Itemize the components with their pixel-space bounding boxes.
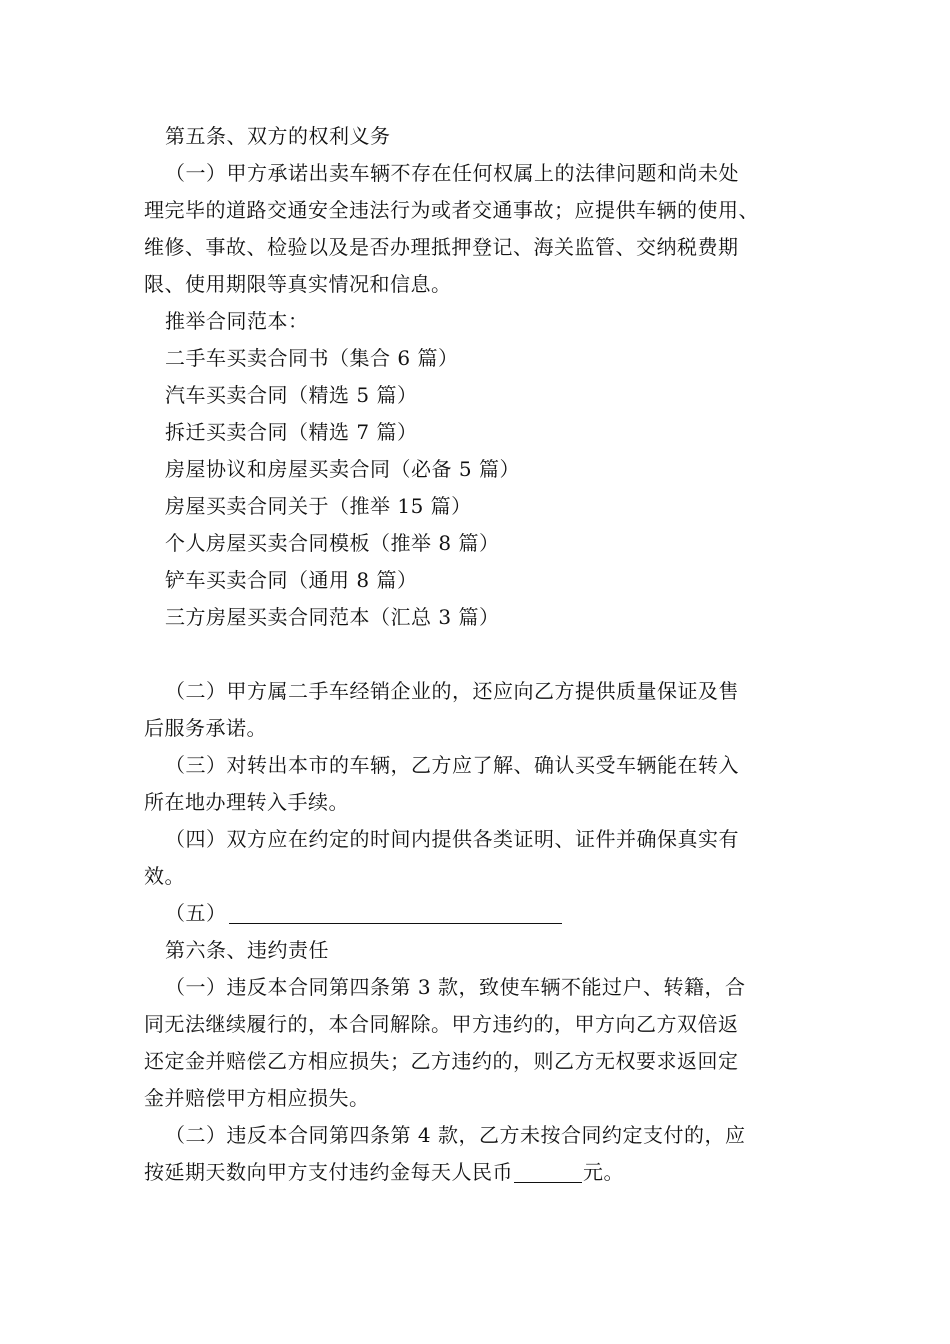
- fill-in-blank-long[interactable]: [229, 899, 562, 924]
- art5-item2-line: （二）甲方属二手车经销企业的，还应向乙方提供质量保证及售: [165, 679, 739, 703]
- recommend-link[interactable]: 汽车买卖合同（精选 5 篇）: [165, 383, 418, 407]
- art5-item1-line: 理完毕的道路交通安全违法行为或者交通事故；应提供车辆的使用、: [144, 198, 759, 222]
- article-6-title: 第六条、违约责任: [165, 938, 329, 962]
- art6-item1-line: 还定金并赔偿乙方相应损失；乙方违约的，则乙方无权要求返回定: [144, 1049, 739, 1073]
- art5-item5-line: [144, 895, 812, 932]
- art5-item1-line: 维修、事故、检验以及是否办理抵押登记、海关监管、交纳税费期: [144, 235, 739, 259]
- art5-item4-line: （四）双方应在约定的时间内提供各类证明、证件并确保真实有: [165, 827, 739, 851]
- art5-item2-line: 后服务承诺。: [144, 716, 267, 740]
- recommend-link[interactable]: 拆迁买卖合同（精选 7 篇）: [165, 420, 418, 444]
- art5-item3-line: 所在地办理转入手续。: [144, 790, 349, 814]
- recommend-link[interactable]: 房屋买卖合同关于（推举 15 篇）: [165, 494, 472, 518]
- art5-item5-label: （五）: [165, 901, 227, 925]
- art6-item1-line: 同无法继续履行的，本合同解除。甲方违约的，甲方向乙方双倍返: [144, 1012, 739, 1036]
- article-5-title: 第五条、双方的权利义务: [165, 124, 391, 148]
- recommend-link[interactable]: 个人房屋买卖合同模板（推举 8 篇）: [165, 531, 500, 555]
- art5-item1-line: 限、使用期限等真实情况和信息。: [144, 272, 452, 296]
- art6-item2-line: [144, 1154, 812, 1191]
- art5-item4-line: 效。: [144, 864, 185, 888]
- art6-item1-line: 金并赔偿甲方相应损失。: [144, 1086, 370, 1110]
- art6-item2-prefix: 按延期天数向甲方支付违约金每天人民币: [144, 1160, 513, 1184]
- fill-in-blank-amount[interactable]: [514, 1158, 582, 1183]
- recommend-link[interactable]: 二手车买卖合同书（集合 6 篇）: [165, 346, 459, 370]
- recommend-link[interactable]: 铲车买卖合同（通用 8 篇）: [165, 568, 418, 592]
- art5-item1-line: （一）甲方承诺出卖车辆不存在任何权属上的法律问题和尚未处: [165, 161, 739, 185]
- blank-line: [144, 636, 812, 673]
- art6-item2-suffix: 元。: [583, 1160, 624, 1184]
- recommend-link[interactable]: 三方房屋买卖合同范本（汇总 3 篇）: [165, 605, 500, 629]
- recommend-link[interactable]: 房屋协议和房屋买卖合同（必备 5 篇）: [165, 457, 520, 481]
- art5-item3-line: （三）对转出本市的车辆，乙方应了解、确认买受车辆能在转入: [165, 753, 739, 777]
- document-body: [144, 118, 812, 1191]
- art6-item2-line: （二）违反本合同第四条第 4 款，乙方未按合同约定支付的，应: [165, 1123, 746, 1147]
- art6-item1-line: （一）违反本合同第四条第 3 款，致使车辆不能过户、转籍，合: [165, 975, 746, 999]
- recommend-heading: 推举合同范本：: [165, 309, 309, 333]
